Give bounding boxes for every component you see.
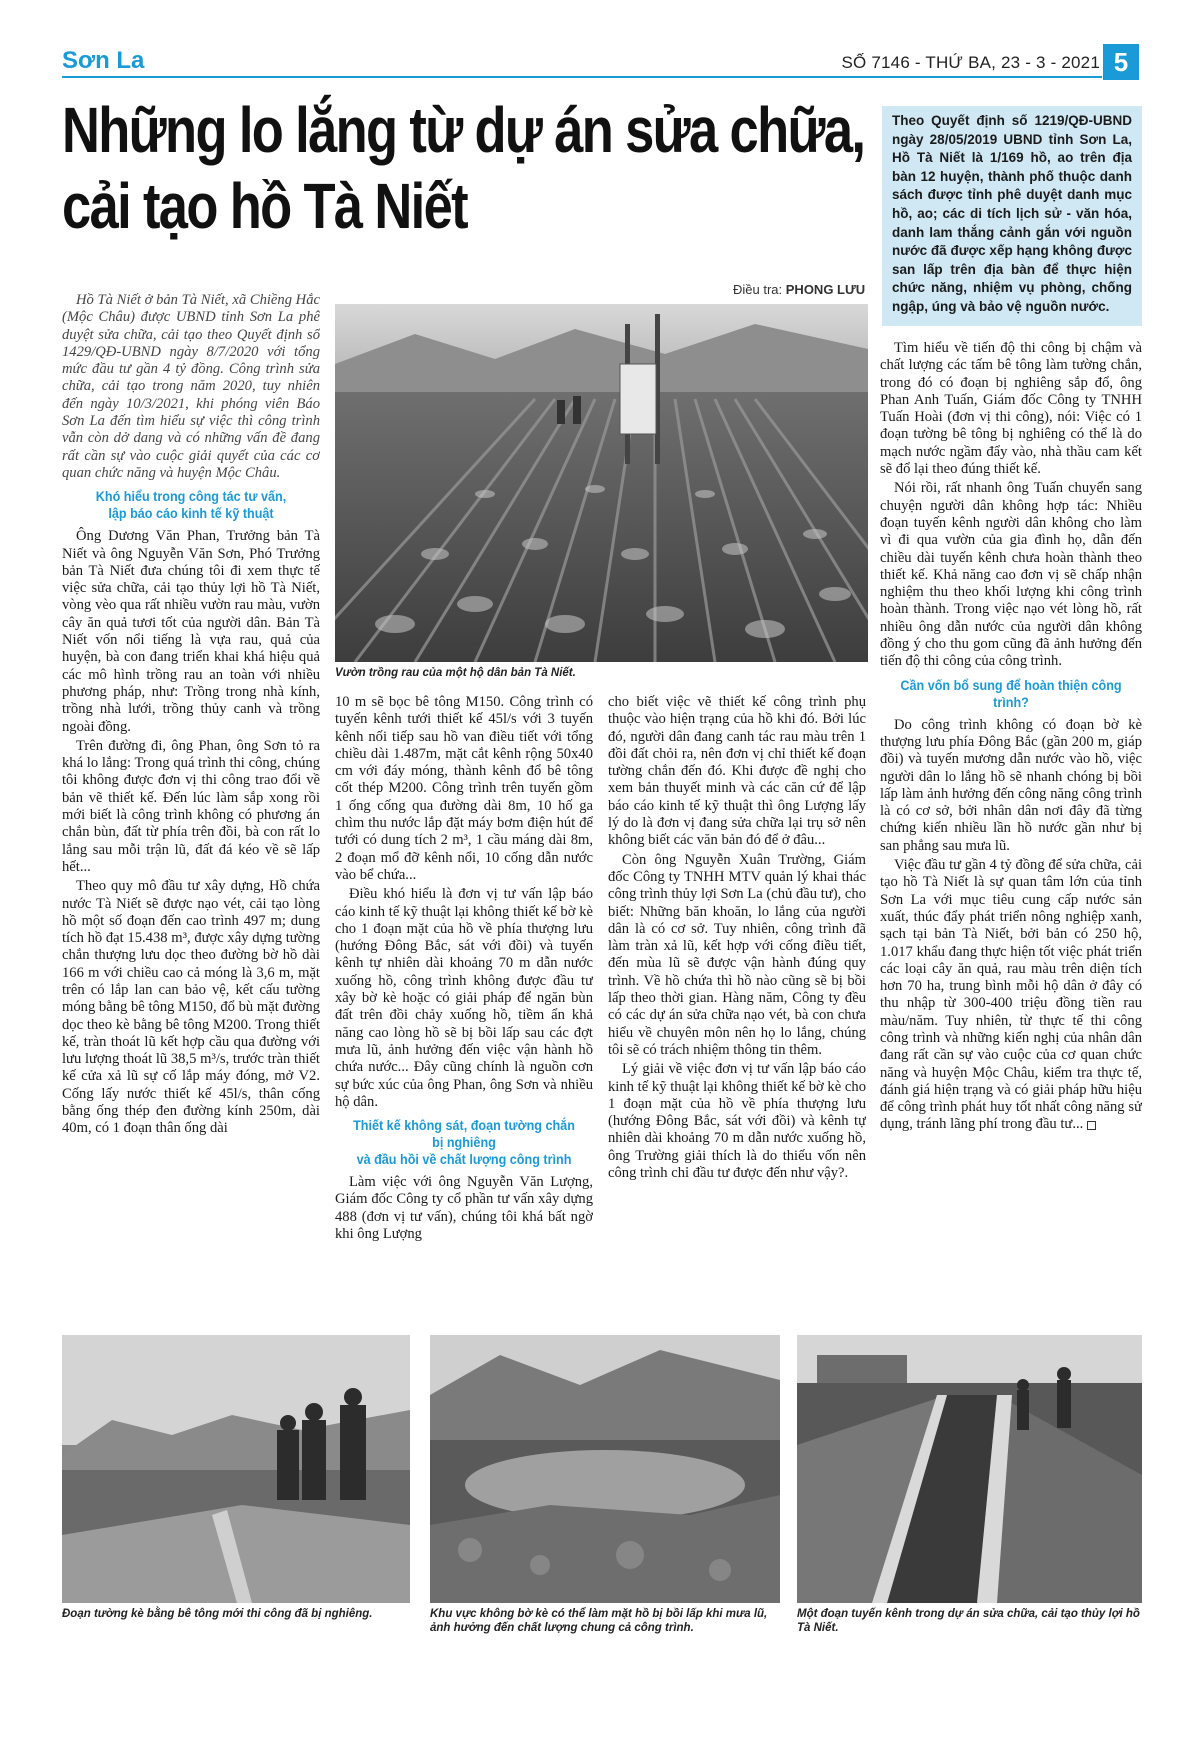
column-4 — [880, 340, 1142, 1325]
closing-paragraph: Việc đầu tư gần 4 tỷ đồng để sửa chữa, cải tạo hồ Tà Niết là sự quan tâm lớn của tỉnh Sơn La với mục tiêu cung cấp nước sản xuất, thúc đẩy phát triển nông nghiệp xanh, sạch tại bản Tà Niết, bởi bản có 250 hộ, 1.017 khẩu đang thực hiện tốt việc phát triển các loại cây ăn quả, rau màu trên diện tích hơn 70 ha, trung bình mỗi hộ dân ở đây có thu nhập từ 300-400 triệu đồng tiền rau màu/năm. Tuy nhiên, từ thực tế thi công công trình và những kiến nghị của nhân dân đang rất cần sự vào cuộc của cơ quan chức năng và huyện Mộc Châu, kiểm tra thực tế, đánh giá hiện trạng và có giải pháp hữu hiệu để công trình phát huy tốt nhất công năng sử dụng, tránh lãng phí trong đầu tư... — [880, 857, 1142, 1133]
issue-info: SỐ 7146 - THỨ BA, 23 - 3 - 2021 — [841, 53, 1100, 72]
caption-main-photo: Vườn trồng rau của một hộ dân bản Tà Niết. — [335, 667, 576, 679]
photo-canal — [797, 1335, 1142, 1603]
caption-bottom-3: Một đoạn tuyến kênh trong dự án sửa chữa, cải tạo thủy lợi hồ Tà Niết. — [797, 1608, 1140, 1634]
subhead-3: Cần vốn bổ sung để hoàn thiện công trình? — [900, 676, 1122, 710]
title-line-2: cải tạo hồ Tà Niết — [62, 170, 467, 242]
paragraph: 10 m sẽ bọc bê tông M150. Công trình có tuyến kênh tưới thiết kế 45l/s với 3 tuyến kênh nối tiếp sau hồ van điều tiết với tổng chiều dài 1.487m, mặt cắt kênh rộng 50x40 cm với đáy móng, thành kênh đổ bê tông cốt thép M200. Công trình trên tuyến gồm 1 ống cống qua đường dài 8m, 10 hố ga chìm thu nước lắp đặt máy bơm điện hút để tưới có dung tích 2 m³, 1 cầu máng dài 8m, 2 đoạn mổ đỡ kênh nổi, 10 cống dẫn nước vào bể chứa... — [335, 694, 593, 883]
paragraph: Theo quy mô đầu tư xây dựng, Hồ chứa nước Tà Niết sẽ được nạo vét, cải tạo lòng hồ một số đoạn đến cao trình 497 m; dung tích hồ đạt 15.438 m³, được xây dựng tường chắn thượng lưu dọc theo đường bờ hồ dài 166 m với chiều cao cả móng là 3,6 m, mặt trên có lắp lan can bảo vệ, kết cấu tường móng bằng bê tông M150, đổ bù mặt đường dọc theo kè bằng bê tông M200. Trong thiết kế, tràn thoát lũ kết hợp cầu qua đường với lưu lượng thoát lũ 38,5 m³/s, trước tràn thiết kế cửa xả lũ sự cố lắp máy đóng, mở V2. Cống lấy nước thiết kế 45l/s, thân cống bằng ống thép đen đường kính 250m, dài 40m, có 1 đoạn thân ống dài — [62, 878, 320, 1137]
column-1 — [62, 292, 320, 1322]
caption-bottom-2: Khu vực không bờ kè có thể làm mặt hồ bị bồi lấp khi mưa lũ, ảnh hưởng đến chất lượng chung cả công trình. — [430, 1608, 768, 1634]
article-title — [62, 92, 865, 244]
photo-unlined-area — [430, 1335, 780, 1603]
paragraph: Điều khó hiểu là đơn vị tư vấn lập báo cáo kinh tế kỹ thuật lại không thiết kế bờ kè cho 1 đoạn mặt của hồ về phía thượng lưu (hướng Đông Bắc, sát với đồi) và tuyến kênh tự nhiên dài khoảng 70 m dẫn nước xuống hồ, công trình không được đầu tư xây bờ kè hoặc có giải pháp để ngăn bùn đất trên đồi chảy xuống hồ, tiềm ẩn khả năng cao lòng hồ sẽ bị bồi lấp sau các đợt mưa lũ, ảnh hưởng đến việc vận hành hồ chứa nước... Đây cũng chính là nguồn cơn sự bức xúc của ông Phan, ông Sơn và nhiều hộ dân. — [335, 886, 593, 1110]
paragraph: cho biết việc vẽ thiết kế công trình phụ thuộc vào hiện trạng của hồ khi đó. Bởi lúc đó, người dân đang canh tác rau màu trên 1 đồi đất chỏi ra, nên đơn vị chỉ thiết kế đoạn tường chắn đến đó. Khi được đề nghị cho xem bản thuyết minh và các căn cứ để lập báo cáo kinh tế kỹ thuật thì ông Lượng lấy lý do là đơn vị đang sửa chữa lại trụ sở nên không biết các văn bản đó để ở đâu... — [608, 694, 866, 849]
subhead-1 — [75, 488, 307, 522]
article-intro: Hồ Tà Niết ở bản Tà Niết, xã Chiềng Hắc (Mộc Châu) được UBND tỉnh Sơn La phê duyệt sửa chữa, cải tạo theo Quyết định số 1429/QĐ-UBND ngày 8/7/2020 với tổng mức đầu tư gần 4 tỷ đồng. Công trình sửa chữa, cải tạo trong năm 2020, tuy nhiên đến ngày 10/3/2021, khi phóng viên Báo Sơn La đến tìm hiểu sự việc thì công trình vẫn còn dở dang và có những vấn đề đang rất cần sự vào cuộc giải quyết của các cơ quan chức năng và huyện Mộc Châu. — [62, 292, 320, 481]
page-number: 5 — [1103, 44, 1139, 80]
title-line-1: Những lo lắng từ dự án sửa chữa, — [62, 94, 865, 166]
paragraph: Làm việc với ông Nguyễn Văn Lượng, Giám đốc Công ty cổ phần tư vấn xây dựng 488 (đơn vị tư vấn), chúng tôi khá bất ngờ khi ông Lượng — [335, 1174, 593, 1243]
paragraph: Tìm hiểu về tiến độ thi công bị chậm và chất lượng các tấm bê tông làm tường chắn, trong đó có đoạn bị nghiêng sắp đổ, ông Phan Anh Tuấn, Giám đốc Công ty TNHH Tuấn Hoài (đơn vị thi công), nói: Việc có 1 đoạn tường bê tông bị nghiêng có thể là do mạch nước ngầm đẩy vào, nhà thầu cam kết sẽ đổ lại theo đúng thiết kế. — [880, 340, 1142, 478]
paragraph: Nói rồi, rất nhanh ông Tuấn chuyển sang chuyện người dân không hợp tác: Nhiều đoạn tuyến kênh người dân không cho làm vì đi qua vườn của gia đình họ, dẫn đến chiều dài tuyến kênh chưa hoàn thành theo thiết kế. Khả năng cao đơn vị sẽ chấp nhận nghiệm thu theo khối lượng khi công trình hoàn thành. Trong việc nạo vét lòng hồ, rất nhiều ông dẫn nước của người dân không đồng ý cho thu gom cũng đã ảnh hưởng đến tiến độ thi công của công trình. — [880, 480, 1142, 670]
paragraph: Do công trình không có đoạn bờ kè thượng lưu phía Đông Bắc (gần 200 m, giáp đồi) và tuyến mương dẫn nước vào hồ, việc người dân lo lắng hồ sẽ nhanh chóng bị bồi lấp làm ảnh hưởng đến công năng công trình là có cơ sở, bởi nhân dân nơi đây đã từng chứng kiến nhiều lần hồ nước gần như bị san phẳng sau mưa lũ. — [880, 716, 1142, 854]
photo-tilted-wall — [62, 1335, 410, 1603]
end-mark-icon — [1087, 1121, 1096, 1130]
subhead-1-line-2: lập báo cáo kinh tế kỹ thuật — [108, 505, 274, 522]
sidebar-box: Theo Quyết định số 1219/QĐ-UBND ngày 28/05/2019 UBND tỉnh Sơn La, Hồ Tà Niết là 1/169 hồ, ao trên địa bàn 12 huyện, thành phố thuộc danh sách được tỉnh phê duyệt danh mục hồ, ao; các di tích lịch sử - văn hóa, danh lam thắng cảnh gắn với nguồn nước đã được xếp hạng không được san lấp trên địa bàn để thực hiện chức năng, nhiệm vụ phòng, chống ngập, úng và bảo vệ nguồn nước. — [882, 106, 1142, 326]
paragraph — [880, 857, 1142, 1134]
subhead-2 — [348, 1117, 580, 1168]
section-name: Sơn La — [62, 47, 145, 74]
column-3 — [608, 694, 866, 1324]
paragraph: Trên đường đi, ông Phan, ông Sơn tỏ ra khá lo lắng: Trong quá trình thi công, chúng tôi không được đơn vị thi công trao đổi về bản vẽ thiết kế. Đến lúc làm sắp xong rồi mới biết là công trình không có phương án chắn bùn, đất từ phía trên đồi, bà con rất lo lắng sau mỗi trận lũ, đất đá kéo về sẽ lấp hết... — [62, 737, 320, 875]
subhead-2-line-2: và đầu hồi về chất lượng công trình — [356, 1151, 572, 1168]
paragraph: Lý giải về việc đơn vị tư vấn lập báo cáo kinh tế kỹ thuật lại không thiết kế bờ kè cho 1 đoạn mặt của hồ về phía thượng lưu (hướng Đông Bắc, sát với đồi) và kênh tự nhiên dài khoảng 70 m dẫn nước xuống hồ, ông Trường giải thích là do thiếu vốn nên công trình chỉ đầu tư được đến như vậy?. — [608, 1061, 866, 1182]
column-2 — [335, 694, 593, 1324]
byline — [733, 282, 865, 297]
subhead-2-line-1: Thiết kế không sát, đoạn tường chắn bị nghiêng — [353, 1117, 575, 1151]
subhead-1-line-1: Khó hiểu trong công tác tư vấn, — [95, 488, 287, 505]
byline-author: PHONG LƯU — [785, 282, 866, 297]
paragraph: Còn ông Nguyễn Xuân Trường, Giám đốc Công ty TNHH MTV quản lý khai thác công trình thủy lợi Sơn La (chủ đầu tư), cho biết: Những băn khoăn, lo lắng của người dân là có cơ sở. Tuy nhiên, công trình đã làm tràn xả lũ, kết hợp với cống điều tiết, đến mùa lũ sẽ được vận hành đúng quy trình. Về hồ chứa thì hồ nào cũng sẽ bị bồi lấp theo thời gian. Hàng năm, Công ty đều có các dự án sửa chữa nạo vét, bà con chưa hiểu về chuyên môn nên họ lo lắng, chúng tôi sẽ có trách nhiệm thông tin thêm. — [608, 851, 866, 1058]
caption-bottom-1: Đoạn tường kè bằng bê tông mới thi công đã bị nghiêng. — [62, 1608, 373, 1620]
paragraph: Ông Dương Văn Phan, Trưởng bản Tà Niết và ông Nguyễn Văn Sơn, Phó Trưởng bản Tà Niết đưa chúng tôi đi xem thực tế việc sửa chữa, cải tạo thủy lợi hồ Tà Niết, vòng vèo qua rất nhiều vườn rau màu, vườn cây ăn quả tươi tốt của người dân. Bản Tà Niết vốn nổi tiếng là vựa rau, quả của huyện, bà con đang triển khai khá hiệu quả các mô hình trồng rau an toàn với nhiều phương pháp, như: Trồng trong nhà kính, trồng nhà lưới, trồng thủy canh và trồng ngoài đồng. — [62, 528, 320, 735]
photo-vegetable-garden — [335, 304, 868, 662]
header-rule — [62, 76, 1102, 78]
byline-prefix: Điều tra: — [733, 282, 783, 297]
